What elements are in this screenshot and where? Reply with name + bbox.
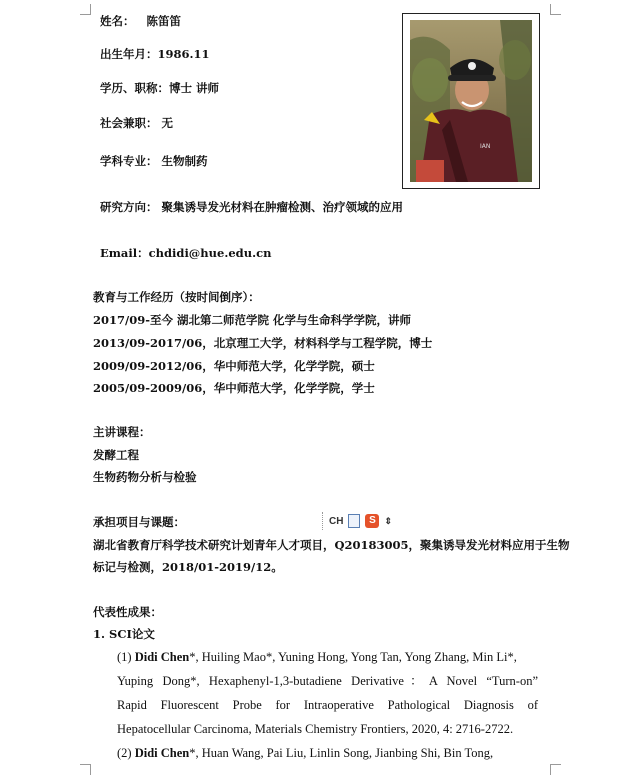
degree-row [100,81,219,95]
major-value: 生物制药 [161,154,208,168]
reference-2-first-author: Didi Chen [134,746,190,760]
major-row [100,154,208,168]
reference-2-authors: *, Huan Wang, Pai Liu, Linlin Song, Jianbing Shi, Bin Tong, [189,746,494,760]
ime-language-button[interactable]: CH [329,515,344,527]
email-value: chdidi@hue.edu.cn [148,246,272,260]
crop-mark-top-right [550,4,561,15]
email-label: Email： [100,246,149,260]
courses-heading: 主讲课程： [93,425,151,439]
name-value: 陈笛笛 [146,14,182,28]
degree-label: 学历、职称： [100,81,169,95]
svg-text:IAN: IAN [480,143,491,150]
reference-2-line-1 [117,741,538,765]
sogou-icon[interactable]: S [365,514,379,528]
education-item-4: 2005/09-2009/06，华中师范大学，化学学院，学士 [93,381,375,395]
education-item-1: 2017/09-至今 湖北第二师范学院 化学与生命科学学院，讲师 [93,313,411,327]
birth-label: 出生年月： [100,47,158,61]
research-value: 聚集诱导发光材料在肿瘤检测、治疗领域的应用 [161,200,403,214]
major-label: 学科专业： [100,154,158,168]
name-label: 姓名： [100,14,135,28]
reference-1-first-author: Didi Chen [134,650,190,664]
reference-1-line-1 [117,645,538,669]
research-label: 研究方向： [100,200,158,214]
course-item-1: 发酵工程 [93,448,139,462]
degree-value: 博士 讲师 [169,81,220,95]
social-value: 无 [161,116,173,130]
profile-photo [410,20,532,182]
course-item-2: 生物药物分析与检验 [93,470,197,484]
project-line-1: 湖北省教育厅科学技术研究计划青年人才项目，Q20183005，聚集诱导发光材料应用于生物 [93,538,570,552]
education-heading: 教育与工作经历（按时间倒序）： [93,290,260,304]
sci-papers-heading: 1. SCI论文 [93,627,155,641]
crop-mark-bottom-left [80,764,91,775]
name-row [100,14,181,28]
birth-row [100,47,210,61]
projects-heading: 承担项目与课题： [93,515,185,529]
project-line-2: 标记与检测，2018/01-2019/12。 [93,560,283,574]
reference-1-line-2: Yuping Dong*, Hexaphenyl-1,3-butadiene Derivative：A Novel “Turn-on” [117,674,538,688]
education-item-3: 2009/09-2012/06，华中师范大学，化学学院，硕士 [93,359,375,373]
reference-1-number: (1) [117,650,135,664]
ime-toolbar[interactable] [322,512,407,530]
document-icon[interactable] [348,514,360,528]
reference-1-authors: *, Huiling Mao*, Yuning Hong, Yong Tan, Yong Zhang, Min Li*, [189,650,517,664]
achievements-heading: 代表性成果： [93,605,162,619]
crop-mark-bottom-right [550,764,561,775]
crop-mark-top-left [80,4,91,15]
reference-2-number: (2) [117,746,135,760]
expand-arrow-icon[interactable]: ⇕ [384,515,392,526]
social-row [100,116,173,130]
reference-1-line-4: Hepatocellular Carcinoma, Materials Chemistry Frontiers, 2020, 4: 2716-2722. [117,722,514,736]
research-row [100,200,403,214]
reference-1-line-3: Rapid Fluorescent Probe for Intraoperative Pathological Diagnosis of [117,698,538,712]
profile-photo-frame [402,13,540,189]
email-row [100,246,271,260]
birth-value: 1986.11 [157,47,210,61]
social-label: 社会兼职： [100,116,158,130]
education-item-2: 2013/09-2017/06，北京理工大学，材料科学与工程学院，博士 [93,336,433,350]
